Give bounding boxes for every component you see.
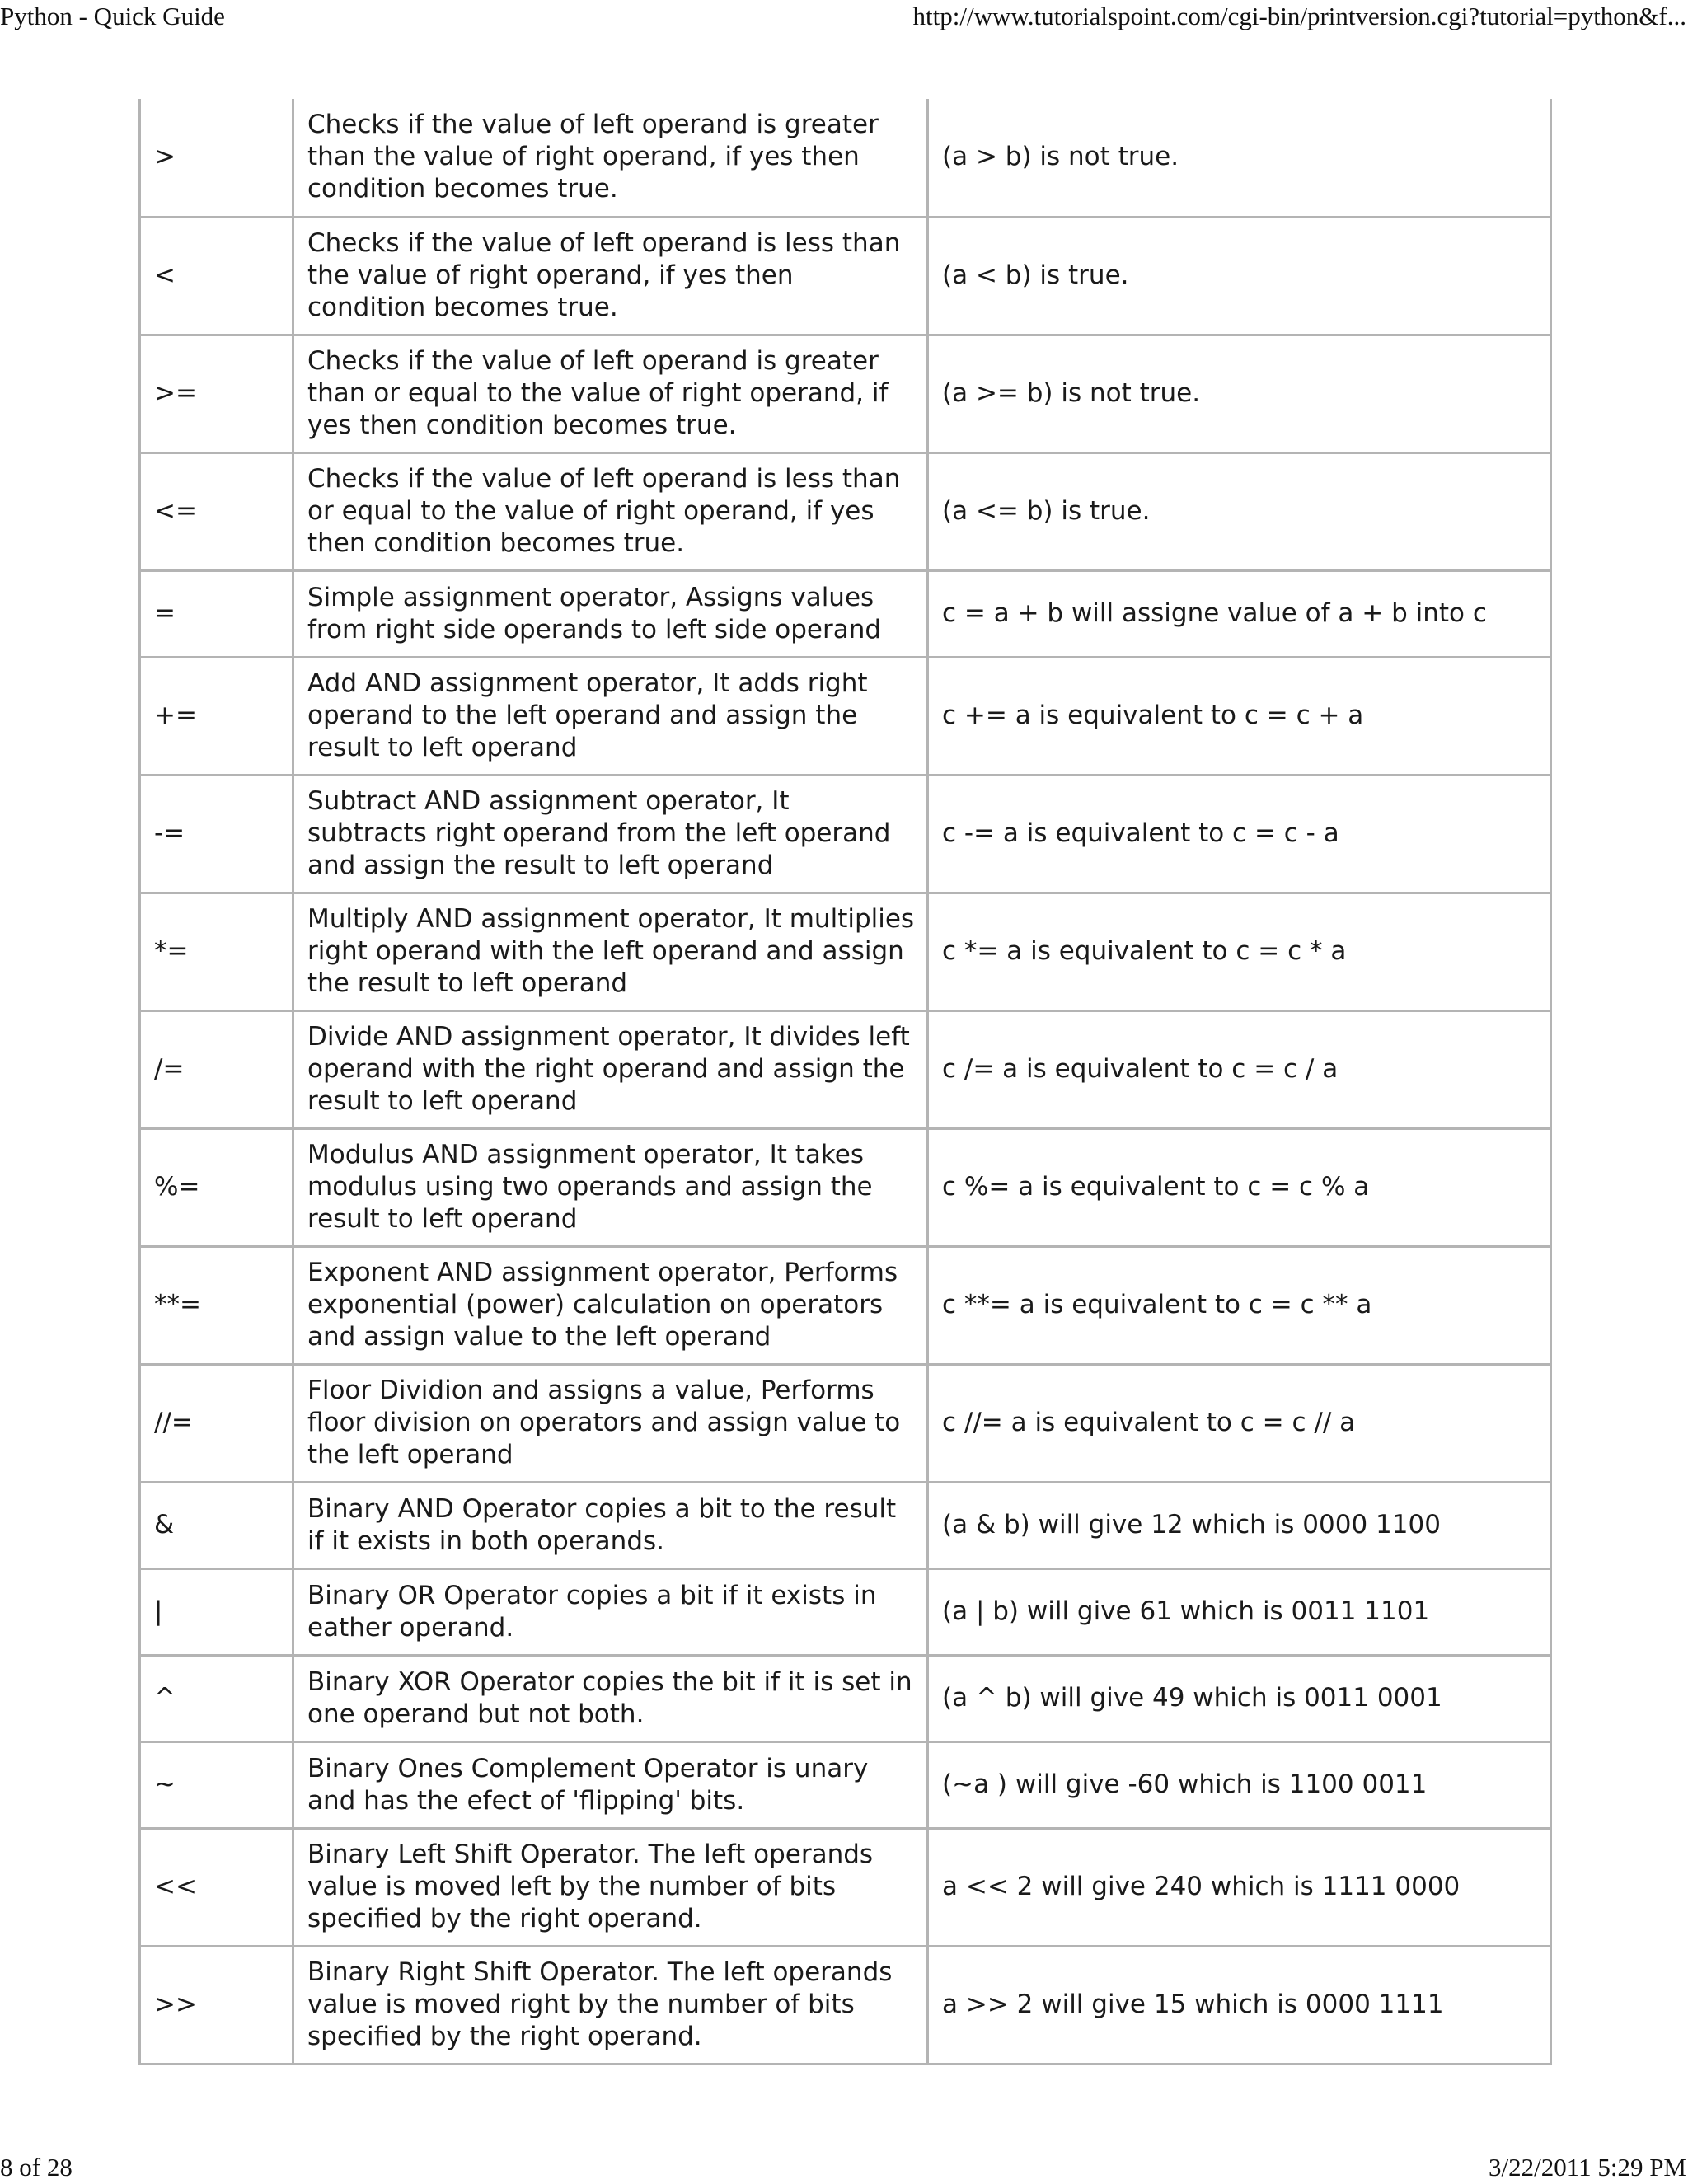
- example-cell: c /= a is equivalent to c = c / a: [928, 1010, 1551, 1128]
- operator-cell: >=: [140, 335, 293, 452]
- example-cell: (a >= b) is not true.: [928, 335, 1551, 452]
- operator-cell: +=: [140, 657, 293, 775]
- description-cell: Exponent AND assignment operator, Performs exponential (power) calculation on operators and assign value to the left operand: [293, 1246, 928, 1364]
- example-cell: c = a + b will assigne value of a + b into c: [928, 570, 1551, 657]
- table-row: [140, 452, 1551, 570]
- operator-cell: |: [140, 1568, 293, 1655]
- description-cell: Binary AND Operator copies a bit to the result if it exists in both operands.: [293, 1482, 928, 1568]
- description-cell: Binary XOR Operator copies the bit if it is set in one operand but not both.: [293, 1655, 928, 1741]
- operator-cell: &: [140, 1482, 293, 1568]
- table-row: [140, 1246, 1551, 1364]
- table-row: [140, 1364, 1551, 1482]
- operator-cell: =: [140, 570, 293, 657]
- operator-cell: <<: [140, 1828, 293, 1946]
- operator-cell: //=: [140, 1364, 293, 1482]
- table-row: [140, 1010, 1551, 1128]
- operator-cell: *=: [140, 893, 293, 1010]
- page-header-url: http://www.tutorialspoint.com/cgi-bin/printversion.cgi?tutorial=python&f...: [912, 2, 1686, 30]
- description-cell: Checks if the value of left operand is greater than the value of right operand, if yes then condition becomes true.: [293, 99, 928, 217]
- operator-cell: -=: [140, 775, 293, 893]
- table-row: [140, 1568, 1551, 1655]
- operator-cell: %=: [140, 1128, 293, 1246]
- description-cell: Checks if the value of left operand is less than or equal to the value of right operand, if yes then condition becomes true.: [293, 452, 928, 570]
- page-footer-datetime: 3/22/2011 5:29 PM: [1489, 2153, 1686, 2182]
- page-footer-page-number: 8 of 28: [0, 2153, 73, 2182]
- page-header-title: Python - Quick Guide: [0, 2, 225, 30]
- table-row: [140, 1946, 1551, 2064]
- operator-cell: <=: [140, 452, 293, 570]
- description-cell: Add AND assignment operator, It adds right operand to the left operand and assign the result to left operand: [293, 657, 928, 775]
- table-row: [140, 99, 1551, 217]
- table-row: [140, 657, 1551, 775]
- table-row: [140, 217, 1551, 335]
- example-cell: c **= a is equivalent to c = c ** a: [928, 1246, 1551, 1364]
- example-cell: (~a ) will give -60 which is 1100 0011: [928, 1741, 1551, 1828]
- example-cell: c *= a is equivalent to c = c * a: [928, 893, 1551, 1010]
- table-row: [140, 1655, 1551, 1741]
- operator-cell: >>: [140, 1946, 293, 2064]
- example-cell: a << 2 will give 240 which is 1111 0000: [928, 1828, 1551, 1946]
- operator-cell: ~: [140, 1741, 293, 1828]
- table-row: [140, 775, 1551, 893]
- description-cell: Checks if the value of left operand is less than the value of right operand, if yes then condition becomes true.: [293, 217, 928, 335]
- description-cell: Checks if the value of left operand is greater than or equal to the value of right operand, if yes then condition becomes true.: [293, 335, 928, 452]
- example-cell: a >> 2 will give 15 which is 0000 1111: [928, 1946, 1551, 2064]
- description-cell: Binary Ones Complement Operator is unary and has the efect of 'flipping' bits.: [293, 1741, 928, 1828]
- description-cell: Binary Left Shift Operator. The left operands value is moved left by the number of bits specified by the right operand.: [293, 1828, 928, 1946]
- description-cell: Multiply AND assignment operator, It multiplies right operand with the left operand and assign the result to left operand: [293, 893, 928, 1010]
- table-row: [140, 893, 1551, 1010]
- table-row: [140, 1828, 1551, 1946]
- example-cell: (a < b) is true.: [928, 217, 1551, 335]
- example-cell: (a & b) will give 12 which is 0000 1100: [928, 1482, 1551, 1568]
- description-cell: Binary OR Operator copies a bit if it exists in eather operand.: [293, 1568, 928, 1655]
- description-cell: Modulus AND assignment operator, It takes modulus using two operands and assign the result to left operand: [293, 1128, 928, 1246]
- description-cell: Binary Right Shift Operator. The left operands value is moved right by the number of bits specified by the right operand.: [293, 1946, 928, 2064]
- description-cell: Divide AND assignment operator, It divides left operand with the right operand and assign the result to left operand: [293, 1010, 928, 1128]
- description-cell: Floor Dividion and assigns a value, Performs floor division on operators and assign value to the left operand: [293, 1364, 928, 1482]
- example-cell: c //= a is equivalent to c = c // a: [928, 1364, 1551, 1482]
- example-cell: (a ^ b) will give 49 which is 0011 0001: [928, 1655, 1551, 1741]
- table-row: [140, 1128, 1551, 1246]
- operators-table: [138, 99, 1552, 2065]
- description-cell: Simple assignment operator, Assigns values from right side operands to left side operand: [293, 570, 928, 657]
- example-cell: c %= a is equivalent to c = c % a: [928, 1128, 1551, 1246]
- example-cell: (a <= b) is true.: [928, 452, 1551, 570]
- operator-cell: >: [140, 99, 293, 217]
- operator-cell: **=: [140, 1246, 293, 1364]
- example-cell: c -= a is equivalent to c = c - a: [928, 775, 1551, 893]
- table-row: [140, 570, 1551, 657]
- operator-cell: <: [140, 217, 293, 335]
- operator-cell: ^: [140, 1655, 293, 1741]
- table-row: [140, 1482, 1551, 1568]
- table-row: [140, 335, 1551, 452]
- operator-cell: /=: [140, 1010, 293, 1128]
- description-cell: Subtract AND assignment operator, It subtracts right operand from the left operand and assign the result to left operand: [293, 775, 928, 893]
- example-cell: c += a is equivalent to c = c + a: [928, 657, 1551, 775]
- table-row: [140, 1741, 1551, 1828]
- example-cell: (a > b) is not true.: [928, 99, 1551, 217]
- example-cell: (a | b) will give 61 which is 0011 1101: [928, 1568, 1551, 1655]
